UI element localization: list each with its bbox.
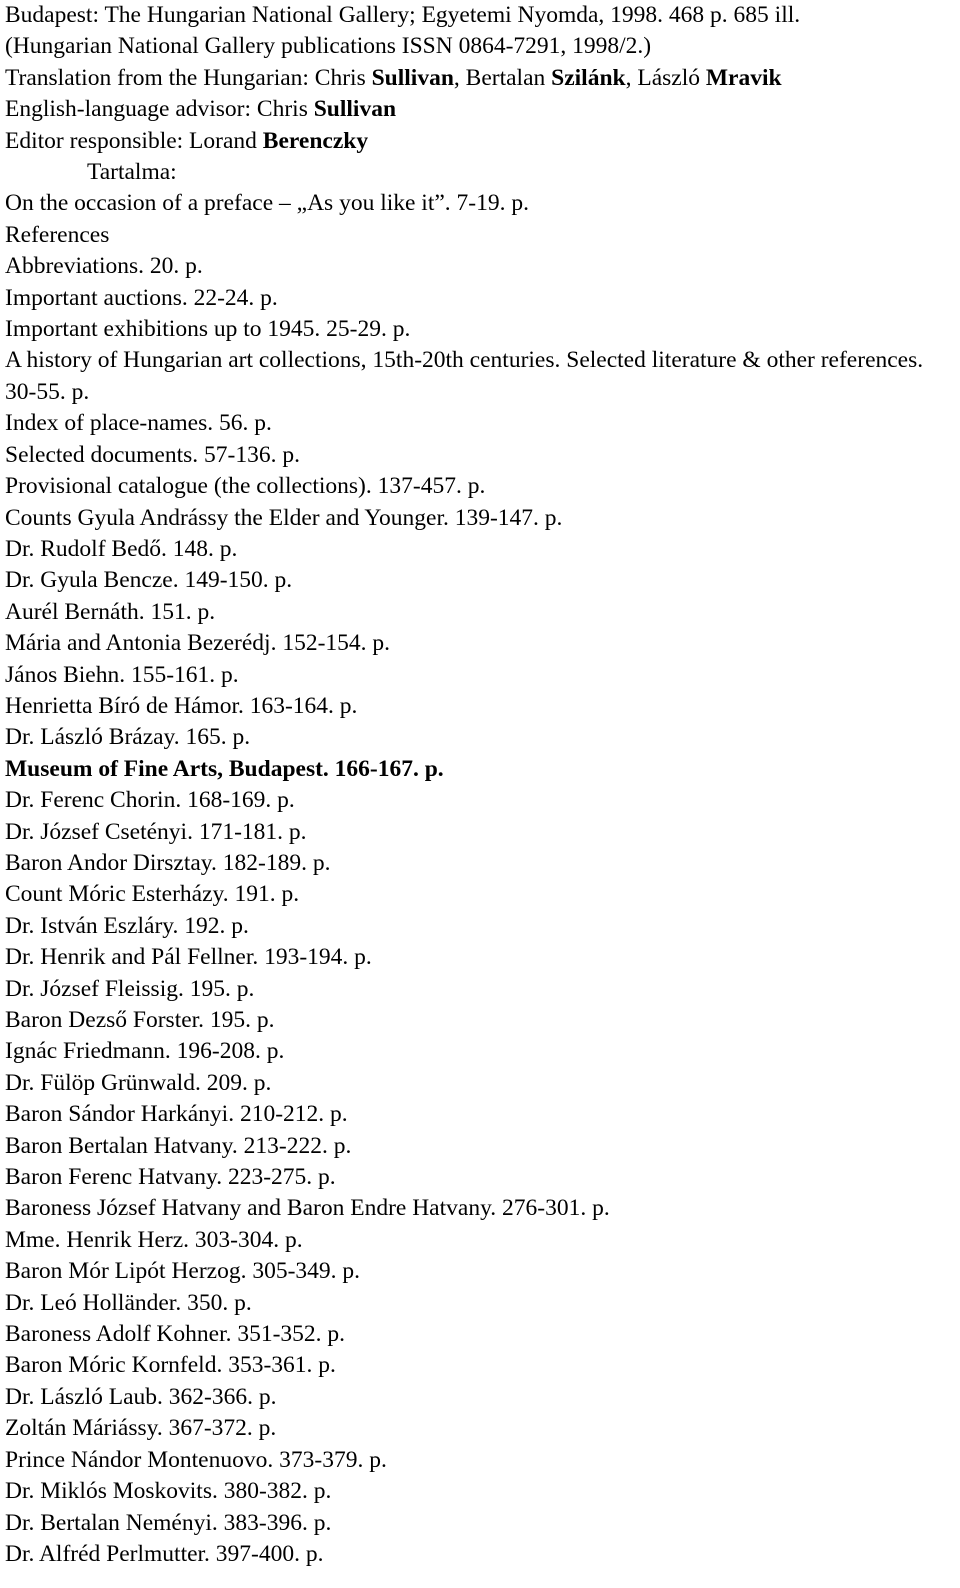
toc-entry: Prince Nándor Montenuovo. 373-379. p. xyxy=(5,1446,387,1473)
toc-entry: Dr. Leó Holländer. 350. p. xyxy=(5,1289,252,1316)
toc-entry: Baron Andor Dirsztay. 182-189. p. xyxy=(5,849,331,876)
toc-entry: Mária and Antonia Bezerédj. 152-154. p. xyxy=(5,630,391,657)
toc-entry: Ignác Friedmann. 196-208. p. xyxy=(5,1038,285,1065)
toc-entry: Dr. Miklós Moskovits. 380-382. p. xyxy=(5,1478,332,1505)
toc-entry: Dr. József Fleissig. 195. p. xyxy=(5,975,255,1002)
toc-entry: A history of Hungarian art collections, 15th-20th centuries. Selected literature & other references. 30-55. p. xyxy=(5,347,924,405)
toc-entry: Dr. Henrik and Pál Fellner. 193-194. p. xyxy=(5,944,372,971)
toc-entry: Dr. Alfréd Perlmutter. 397-400. p. xyxy=(5,1540,324,1567)
translation-separator: , László xyxy=(625,64,706,91)
toc-entry: Dr. Ferenc Chorin. 168-169. p. xyxy=(5,787,295,814)
translator-surname: Sullivan xyxy=(371,64,454,91)
toc-entry: Dr. László Brázay. 165. p. xyxy=(5,724,251,751)
toc-entry: Baron Móric Kornfeld. 353-361. p. xyxy=(5,1352,336,1379)
series-line: (Hungarian National Gallery publications ISSN 0864-7291, 1998/2.) xyxy=(5,33,652,60)
toc-entry: Counts Gyula Andrássy the Elder and Younger. 139-147. p. xyxy=(5,504,563,531)
translator-surname: Mravik xyxy=(705,64,782,91)
toc-entry: On the occasion of a preface – „As you like it”. 7-19. p. xyxy=(5,190,529,217)
toc-entry: Baron Dezső Forster. 195. p. xyxy=(5,1007,275,1033)
toc-entry-bold-text: Museum of Fine Arts, Budapest. 166-167. p. xyxy=(5,755,444,782)
toc-entry-bold xyxy=(5,754,954,785)
toc-entry: Baron Ferenc Hatvany. 223-275. p. xyxy=(5,1164,336,1191)
translation-prefix: Translation from the Hungarian: Chris xyxy=(5,64,372,91)
editor-credit xyxy=(5,126,954,157)
editor-prefix: Editor responsible: Lorand xyxy=(5,127,263,154)
contents-label: Tartalma: xyxy=(87,159,177,186)
toc-entry: Baron Sándor Harkányi. 210-212. p. xyxy=(5,1101,348,1128)
toc-entry: References xyxy=(5,221,110,248)
toc-entry: János Biehn. 155-161. p. xyxy=(5,661,239,688)
toc-entry: Mme. Henrik Herz. 303-304. p. xyxy=(5,1226,303,1253)
editor-surname: Berenczky xyxy=(262,127,369,154)
advisor-prefix: English-language advisor: Chris xyxy=(5,96,314,123)
toc-entry: Baroness József Hatvany and Baron Endre Hatvany. 276-301. p. xyxy=(5,1195,610,1222)
toc-entry: Baron Mór Lipót Herzog. 305-349. p. xyxy=(5,1258,361,1285)
toc-entry: Henrietta Bíró de Hámor. 163-164. p. xyxy=(5,692,358,719)
translator-surname: Szilánk xyxy=(551,64,626,91)
translation-separator: , Bertalan xyxy=(453,64,552,91)
advisor-credit xyxy=(5,94,954,125)
toc-entry: Selected documents. 57-136. p. xyxy=(5,441,300,468)
toc-entry: Zoltán Máriássy. 367-372. p. xyxy=(5,1415,277,1442)
publication-line: Budapest: The Hungarian National Gallery; Egyetemi Nyomda, 1998. 468 p. 685 ill. xyxy=(5,2,801,28)
toc-entry: Abbreviations. 20. p. xyxy=(5,253,203,280)
toc-entry: Important auctions. 22-24. p. xyxy=(5,284,278,311)
toc-entry: Important exhibitions up to 1945. 25-29. p. xyxy=(5,316,411,343)
toc-entry: Aurél Bernáth. 151. p. xyxy=(5,598,216,625)
toc-entry: Dr. László Laub. 362-366. p. xyxy=(5,1383,277,1410)
advisor-surname: Sullivan xyxy=(313,96,397,123)
toc-entry: Index of place-names. 56. p. xyxy=(5,410,272,437)
toc-entry: Dr. Fülöp Grünwald. 209. p. xyxy=(5,1069,272,1096)
toc-entry: Dr. Rudolf Bedő. 148. p. xyxy=(5,535,238,562)
toc-entry: Dr. Gyula Bencze. 149-150. p. xyxy=(5,567,293,594)
toc-entry: Baron Bertalan Hatvany. 213-222. p. xyxy=(5,1132,352,1159)
toc-entry: Provisional catalogue (the collections). 137-457. p. xyxy=(5,473,486,500)
toc-entry: Dr. Bertalan Neményi. 383-396. p. xyxy=(5,1509,332,1536)
toc-entry: Dr. József Csetényi. 171-181. p. xyxy=(5,818,307,845)
translation-credits xyxy=(5,63,954,94)
toc-entry: Count Móric Esterházy. 191. p. xyxy=(5,881,300,908)
toc-entry: Baroness Adolf Kohner. 351-352. p. xyxy=(5,1321,346,1348)
toc-entry: Dr. István Eszláry. 192. p. xyxy=(5,912,249,939)
